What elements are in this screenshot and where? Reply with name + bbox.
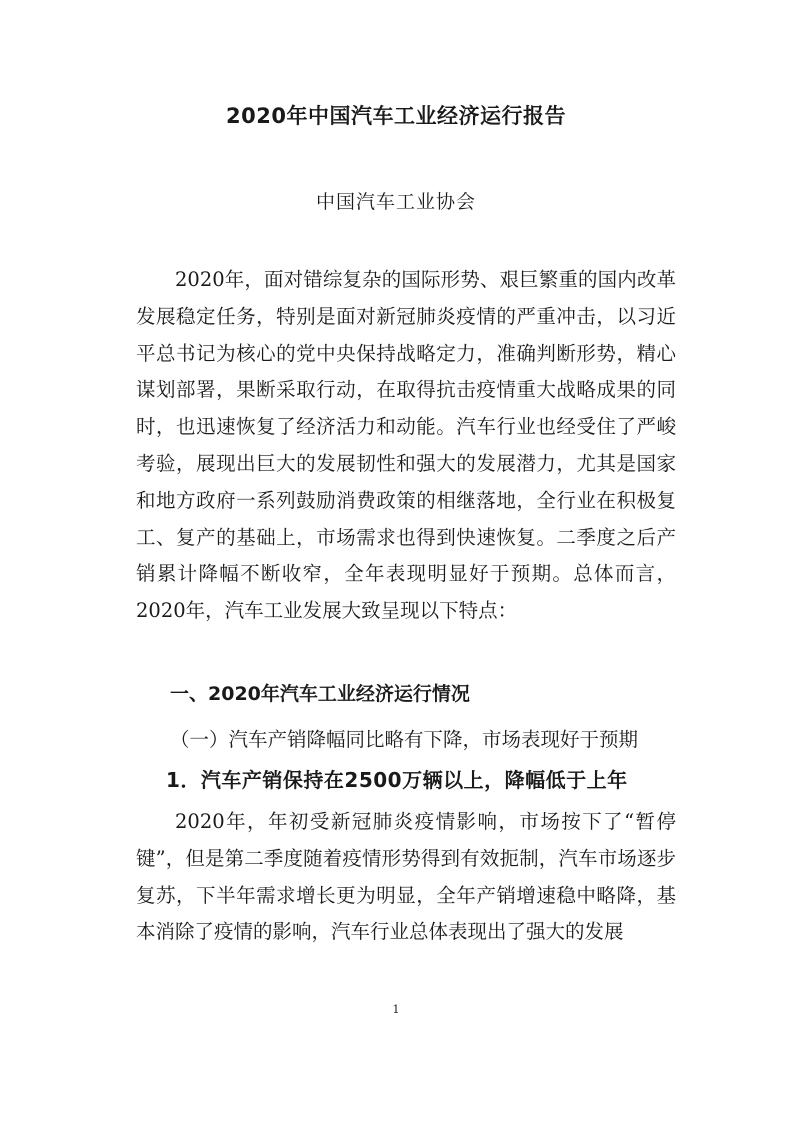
intro-paragraph: 2020年，面对错综复杂的国际形势、艰巨繁重的国内改革发展稳定任务，特别是面对新冠肺炎疫情的严重冲击，以习近平总书记为核心的党中央保持战略定力，准确判断形势，精心谋划部署，果断采取行动，在取得抗击疫情重大战略成果的同时，也迅速恢复了经济活力和动能。汽车行业也经受住了严峻考验，展现出巨大的发展韧性和强大的发展潜力，尤其是国家和地方政府一系列鼓励消费政策的相继落地，全行业在积极复工、复产的基础上，市场需求也得到快速恢复。二季度之后产销累计降幅不断收窄，全年表现明显好于预期。总体而言，2020年，汽车工业发展大致呈现以下特点：: [136, 268, 676, 623]
item-heading: 1．汽车产销保持在2500万辆以上，降幅低于上年: [166, 768, 628, 792]
page-number: 1: [392, 1003, 400, 1016]
organization-name: 中国汽车工业协会: [315, 191, 476, 213]
document-title: 2020年中国汽车工业经济运行报告: [226, 104, 566, 128]
subsection-heading: （一）汽车产销降幅同比略有下降，市场表现好于预期: [170, 728, 639, 751]
body-paragraph: 2020年，年初受新冠肺炎疫情影响，市场按下了“暂停键”，但是第二季度随着疫情形势得到有效扼制，汽车市场逐步复苏，下半年需求增长更为明显，全年产销增速稳中略降，基本消除了疫情的影响，汽车行业总体表现出了强大的发展: [136, 810, 676, 944]
section-heading: 一、2020年汽车工业经济运行情况: [170, 683, 470, 705]
